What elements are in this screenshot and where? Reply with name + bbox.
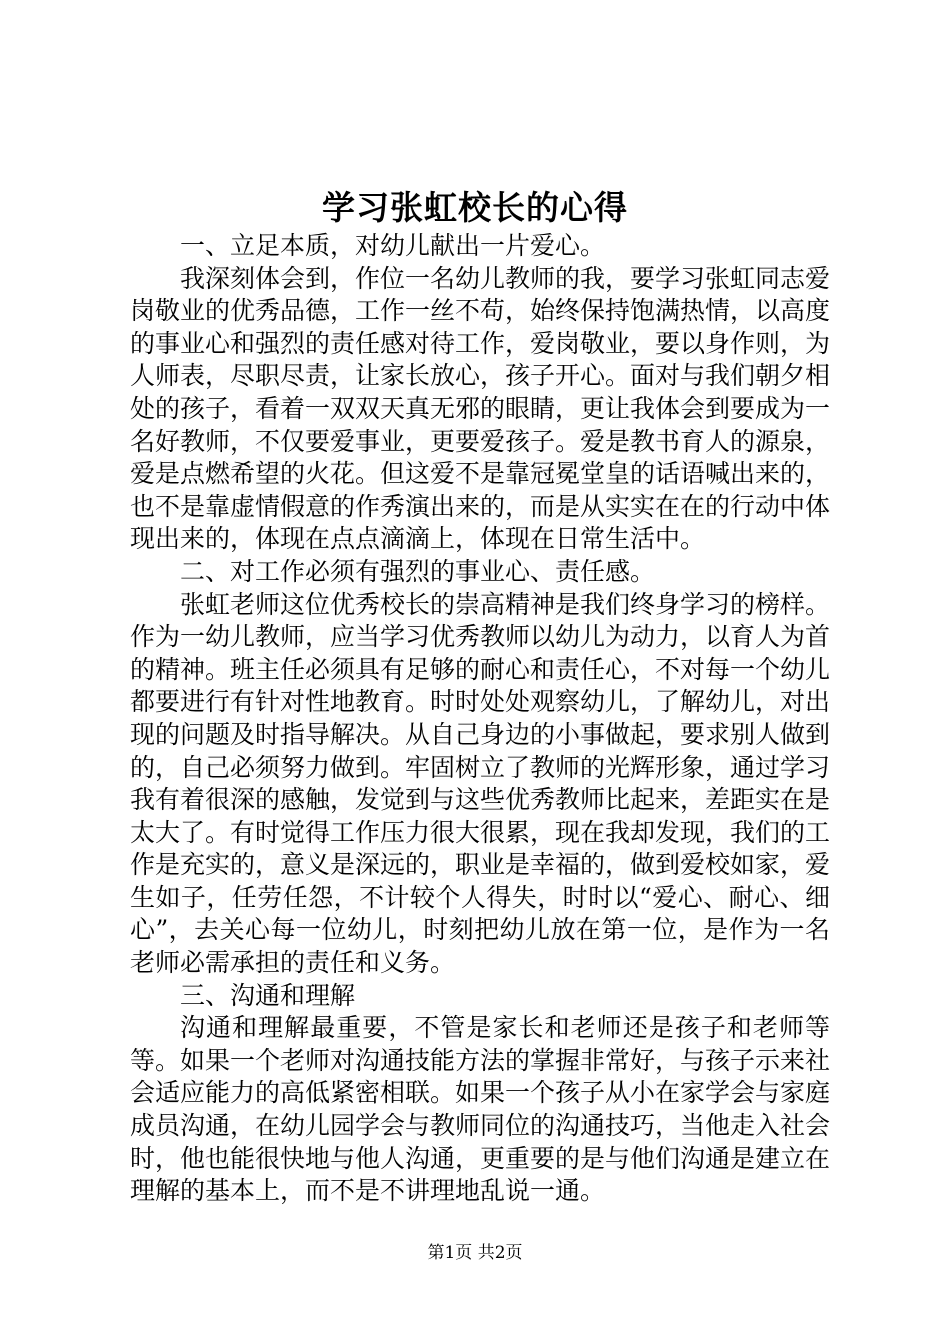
body-paragraph-3: 沟通和理解最重要，不管是家长和老师还是孩子和老师等等。如果一个老师对沟通技能方法的掌握非常好，与孩子示来社会适应能力的高低紧密相联。如果一个孩子从小在家学会与家庭成员沟通，在幼儿园学会与教师同位的沟通技巧，当他走入社会时，他也能很快地与他人沟通，更重要的是与他们沟通是建立在理解的基本上，而不是不讲理地乱说一通。 <box>130 1013 831 1206</box>
body-paragraph-2: 张虹老师这位优秀校长的崇高精神是我们终身学习的榜样。作为一幼儿教师，应当学习优秀教师以幼儿为动力，以育人为首的精神。班主任必须具有足够的耐心和责任心，不对每一个幼儿都要进行有针对性地教育。时时处处观察幼儿，了解幼儿，对出现的问题及时指导解决。从自己身边的小事做起，要求别人做到的，自己必须努力做到。牢固树立了教师的光辉形象，通过学习我有着很深的感触，发觉到与这些优秀教师比起来，差距实在是太大了。有时觉得工作压力很大很累，现在我却发现，我们的工作是充实的，意义是深远的，职业是幸福的，做到爱校如家，爱生如子，任劳任怨，不计较个人得失，时时以“爱心、耐心、细心”，去关心每一位幼儿，时刻把幼儿放在第一位，是作为一名老师必需承担的责任和义务。 <box>130 589 831 978</box>
body-paragraph-1: 我深刻体会到，作位一名幼儿教师的我，要学习张虹同志爱岗敬业的优秀品德，工作一丝不苟，始终保持饱满热情，以高度的事业心和强烈的责任感对待工作，爱岗敬业，要以身作则，为人师表，尽职尽责，让家长放心，孩子开心。面对与我们朝夕相处的孩子，看着一双双天真无邪的眼睛，更让我体会到要成为一名好教师，不仅要爱事业，更要爱孩子。爱是教书育人的源泉，爱是点燃希望的火花。但这爱不是靠冠冕堂皇的话语喊出来的，也不是靠虚情假意的作秀演出来的，而是从实实在在的行动中体现出来的，体现在点点滴滴上，体现在日常生活中。 <box>130 263 831 554</box>
section-heading-2: 二、对工作必须有强烈的事业心、责任感。 <box>180 556 656 586</box>
section-heading-3: 三、沟通和理解 <box>180 980 356 1010</box>
page-footer: 第1页 共2页 <box>427 1243 523 1263</box>
section-heading-1: 一、立足本质，对幼儿献出一片爱心。 <box>180 231 606 260</box>
document-body <box>130 230 830 1208</box>
document-title: 学习张虹校长的心得 <box>322 188 628 227</box>
